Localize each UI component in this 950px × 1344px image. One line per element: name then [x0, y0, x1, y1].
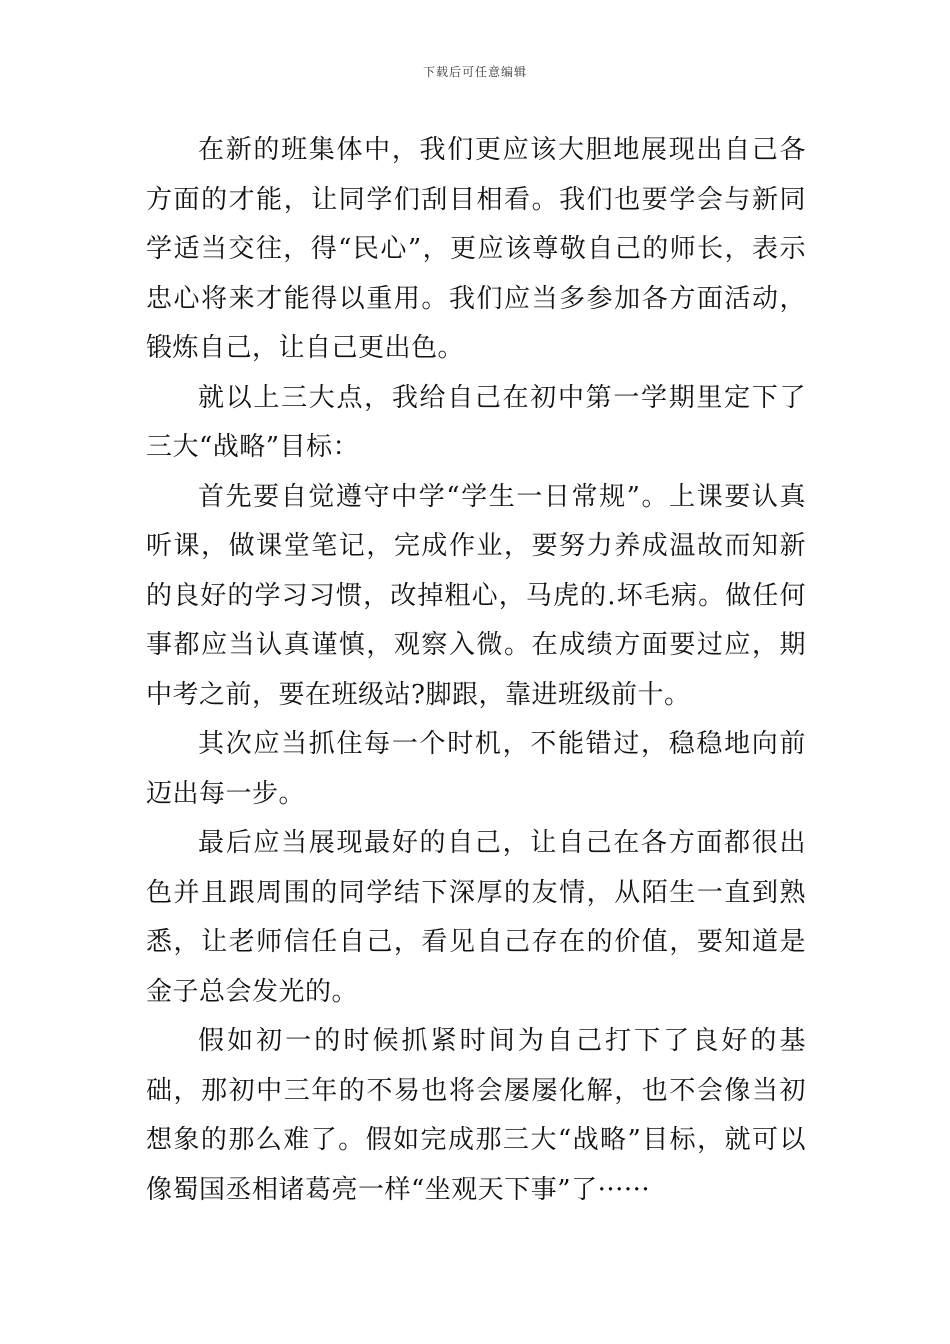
paragraph-3: 首先要自觉遵守中学“学生一日常规”。上课要认真听课，做课堂笔记，完成作业，要努力养成温故而知新的良好的学习习惯，改掉粗心，马虎的.坏毛病。做任何事都应当认真谨慎，观察入微。在成绩方面要过应，期中考之前，要在班级站?脚跟，靠进班级前十。 — [146, 481, 806, 710]
document-body — [146, 126, 806, 1215]
paragraph-1: 在新的班集体中，我们更应该大胆地展现出自己各方面的才能，让同学们刮目相看。我们也要学会与新同学适当交往，得“民心”，更应该尊敬自己的师长，表示忠心将来才能得以重用。我们应当多参加各方面活动，锻炼自己，让自己更出色。 — [146, 135, 806, 363]
paragraph-5: 最后应当展现最好的自己，让自己在各方面都很出色并且跟周围的同学结下深厚的友情，从陌生一直到熟悉，让老师信任自己，看见自己存在的价值，要知道是金子总会发光的。 — [146, 828, 806, 1007]
paragraph-4: 其次应当抓住每一个时机，不能错过，稳稳地向前迈出每一步。 — [146, 729, 806, 809]
paragraph-2: 就以上三大点，我给自己在初中第一学期里定下了三大“战略”目标： — [146, 382, 806, 462]
paragraph-6: 假如初一的时候抓紧时间为自己打下了良好的基础，那初中三年的不易也将会屡屡化解，也不会像当初想象的那么难了。假如完成那三大“战略”目标，就可以像蜀国丞相诸葛亮一样“坐观天下事”了······ — [146, 1026, 806, 1205]
page-header: 下载后可任意编辑 — [422, 65, 527, 79]
